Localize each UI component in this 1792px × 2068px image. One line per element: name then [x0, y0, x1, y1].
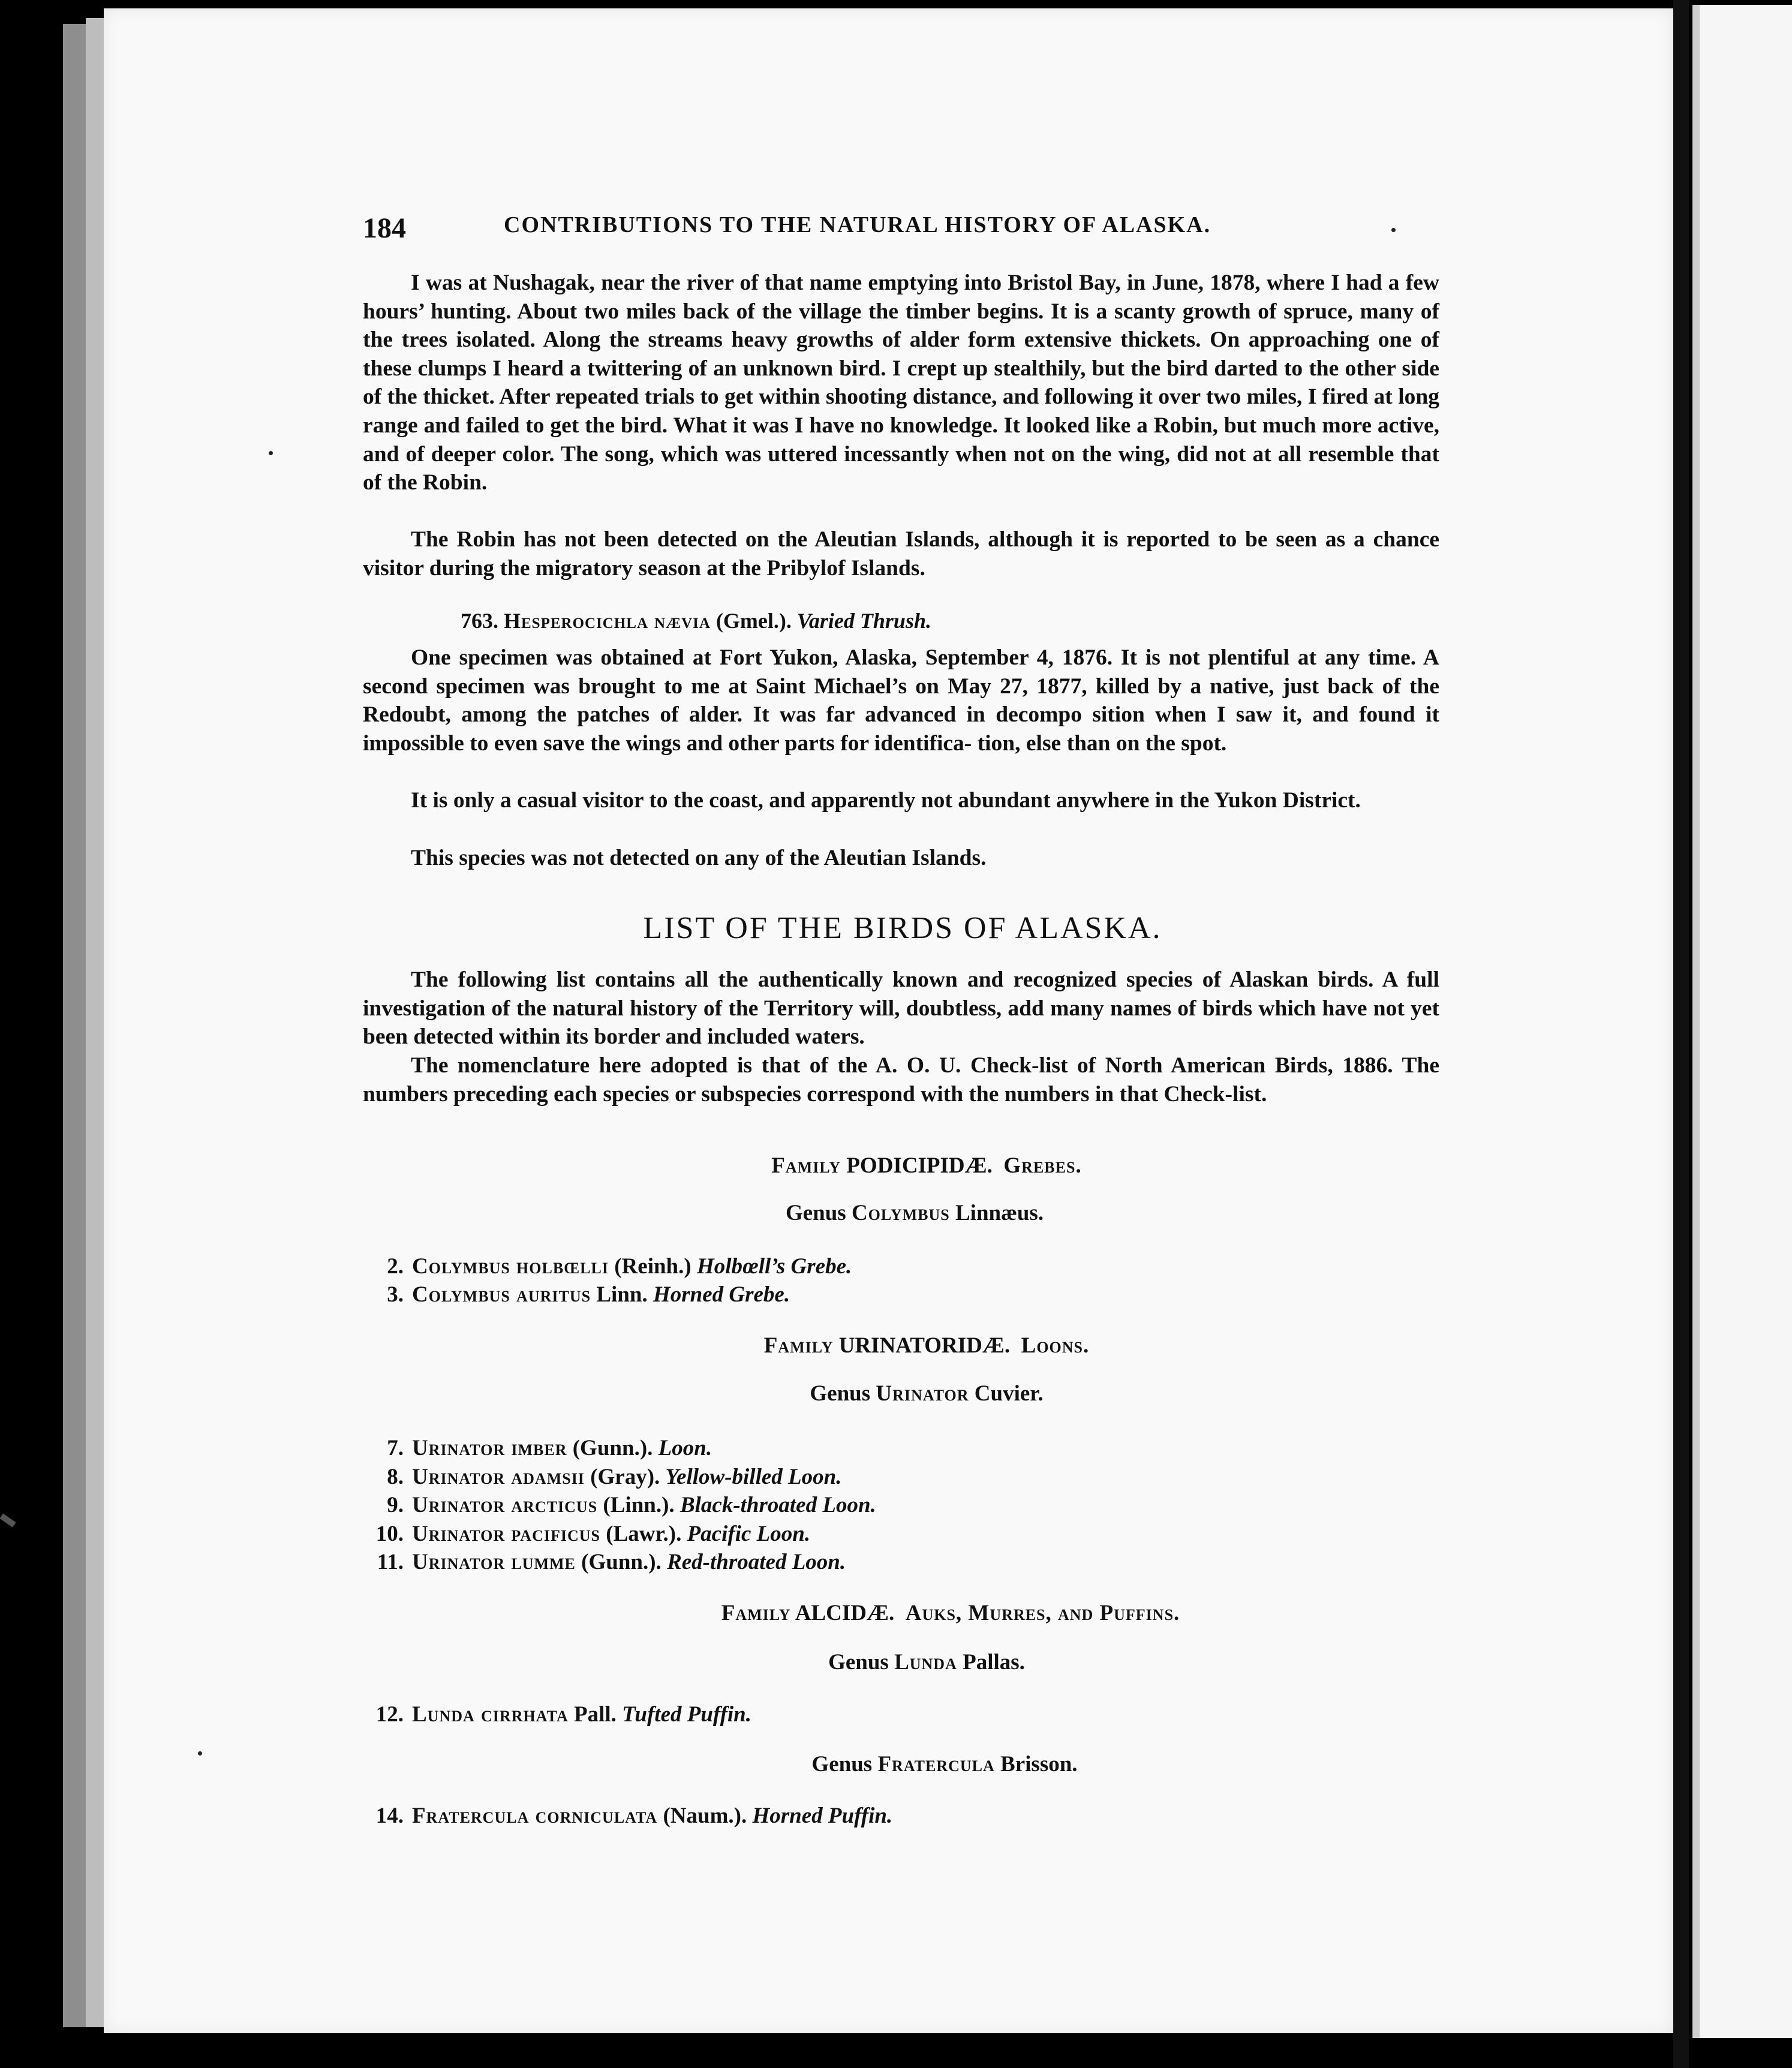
varied-thrush-paragraph-3: This species was not detected on any of the Aleutian Islands.: [411, 846, 987, 870]
genus-heading: Genus Fratercula Brisson.: [811, 1752, 1078, 1777]
species-entry: 11. Urinator lumme (Gunn.). Red-throated Loon.: [377, 1550, 846, 1574]
genus-heading: Genus Urinator Cuvier.: [810, 1381, 1044, 1406]
running-title: CONTRIBUTIONS TO THE NATURAL HISTORY OF ALASKA.: [504, 212, 1211, 238]
genus-heading: Genus Lunda Pallas.: [828, 1650, 1025, 1675]
family-heading: Family ALCIDÆ. Auks, Murres, and Puffins.: [721, 1601, 1180, 1625]
book-spine-shadow: [1673, 0, 1689, 2068]
species-entry: 2. Colymbus holbœlli (Reinh.) Holbœll’s Grebe.: [387, 1254, 852, 1279]
genus-heading: Genus Colymbus Linnæus.: [785, 1201, 1044, 1225]
species-entry: 14. Fratercula corniculata (Naum.). Horned Puffin.: [375, 1804, 893, 1828]
list-intro-paragraph-2: The nomenclature here adopted is that of the A. O. U. Check-list of North American Birds, 1886. The numbers preceding each species or subspecies correspond with the numbers in that Check-list.: [363, 1053, 1439, 1107]
species-scientific-name: Hesperocichla nævia: [504, 609, 711, 633]
varied-thrush-paragraph-2: It is only a casual visitor to the coast, and apparently not abundant anywhere in the Yukon District.: [411, 788, 1361, 813]
running-head: [363, 207, 1442, 249]
list-title: LIST OF THE BIRDS OF ALASKA.: [643, 911, 1162, 945]
species-authority: (Gmel.).: [715, 609, 792, 633]
species-entry: 10. Urinator pacificus (Lawr.). Pacific Loon.: [375, 1522, 811, 1546]
varied-thrush-heading: [461, 608, 931, 633]
family-heading: Family PODICIPIDÆ. Grebes.: [771, 1153, 1082, 1178]
robin-paragraph-2: The Robin has not been detected on the Aleutian Islands, although it is reported to be seen as a chance visitor during the migratory season at the Pribylof Islands.: [363, 527, 1439, 581]
species-common-name: Varied Thrush.: [796, 609, 931, 633]
robin-paragraph-1: I was at Nushagak, near the river of that name emptying into Bristol Bay, in June, 1878, where I had a few hours’ hunting. About two miles back of the village the timber begins. It is a scanty growth of spruce, many of the trees isolated. Along the streams heavy growths of alder form extensive thickets. On approaching one of these clumps I heard a twittering of an unknown bird. I crept up stealthily, but the bird darted to the other side of the thicket. After repeated trials to get within shooting distance, and following it over two miles, I fired at long range and failed to get the bird. What it was I have no knowledge. It looked like a Robin, but much more active, and of deeper color. The song, which was uttered incessantly when not on the wing, did not at all resemble that of the Robin.: [363, 270, 1439, 495]
page-number: 184: [363, 212, 406, 244]
species-number: 763.: [461, 609, 498, 633]
speck: [269, 451, 273, 455]
book-page-edge: [86, 18, 104, 2027]
species-entry: 9. Urinator arcticus (Linn.). Black-throated Loon.: [387, 1493, 876, 1517]
varied-thrush-paragraph-1: One specimen was obtained at Fort Yukon, Alaska, September 4, 1876. It is not plentiful at any time. A second specimen was brought to me at Saint Michael’s on May 27, 1877, killed by a native, just back of the Redoubt, among the patches of alder. It was far advanced in decompo sition when I saw it, and found it impossible to even save the wings and other parts for identifica- tion, else than on the spot.: [363, 645, 1439, 756]
species-entry: 12. Lunda cirrhata Pall. Tufted Puffin.: [375, 1702, 752, 1727]
species-entry: 3. Colymbus auritus Linn. Horned Grebe.: [387, 1282, 790, 1307]
book-page-edge: [63, 24, 86, 2027]
species-entry: 8. Urinator adamsii (Gray). Yellow-billed Loon.: [387, 1465, 842, 1489]
speck: [198, 1751, 202, 1756]
facing-page-edge: [1692, 5, 1792, 2038]
family-heading: Family URINATORIDÆ. Loons.: [763, 1333, 1090, 1358]
species-entry: 7. Urinator imber (Gunn.). Loon.: [387, 1436, 712, 1460]
list-intro-paragraph-1: The following list contains all the authentically known and recognized species of Alaskan birds. A full investigation of the natural history of the Territory will, doubtless, add many names of birds which have not yet been detected within its border and included waters.: [363, 967, 1439, 1050]
